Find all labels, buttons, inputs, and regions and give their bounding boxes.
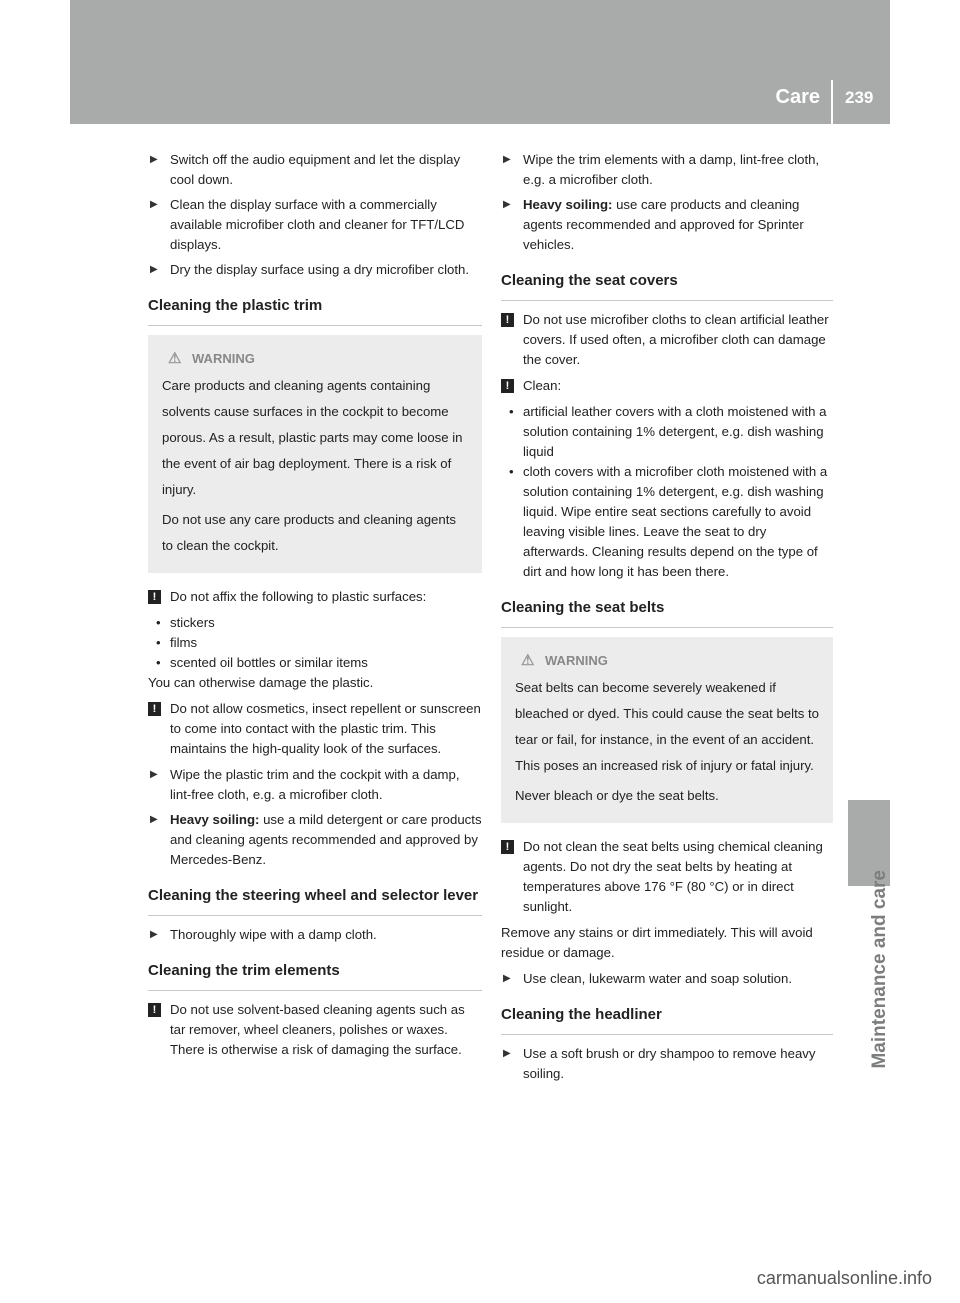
instruction-step: ▶ Wipe the trim elements with a damp, lint-free cloth, e.g. a microfiber cloth. <box>503 152 820 187</box>
warning-text: Never bleach or dye the seat belts. <box>515 788 719 803</box>
note-tail: You can otherwise damage the plastic. <box>148 675 374 690</box>
arrow-icon: ▶ <box>150 769 158 780</box>
header-band <box>70 0 890 124</box>
arrow-icon: ▶ <box>503 973 511 984</box>
watermark-link[interactable]: carmanualsonline.info <box>756 1268 932 1288</box>
exclamation-icon: ! <box>501 840 514 854</box>
warning-text: Do not use any care products and cleaning agents to clean the cockpit. <box>162 512 456 553</box>
note: ! Do not allow cosmetics, insect repellent or sunscreen to come into contact with the plastic trim. This maintains the high-quality look of the surfaces. <box>148 699 482 759</box>
instruction-step: ▶ Clean the display surface with a commercially available microfiber cloth and cleaner for TFT/LCD displays. <box>150 197 465 252</box>
arrow-icon: ▶ <box>503 1048 511 1059</box>
heading-plastic-trim: Cleaning the plastic trim <box>148 296 482 326</box>
instruction-step: ▶ Use clean, lukewarm water and soap solution. <box>501 969 833 989</box>
instruction-step: ▶ Use a soft brush or dry shampoo to remove heavy soiling. <box>503 1046 816 1081</box>
warning-box <box>148 335 482 573</box>
note: ! Do not use solvent-based cleaning agents such as tar remover, wheel cleaners, polishes or waxes. There is otherwise a risk of damaging the surface. <box>148 1000 482 1060</box>
list-item: • cloth covers with a microfiber cloth moistened with a solution containing 1% detergent, e.g. dish washing liquid. Wipe entire seat sections carefully to avoid leaving visible lines. Leave the seat to dry afterwards. Cleaning results depend on the type of dirt and how long it has been there. <box>509 464 828 579</box>
warning-title: ⚠ WARNING <box>521 652 608 669</box>
left-column <box>148 150 482 1066</box>
exclamation-icon: ! <box>501 379 514 393</box>
exclamation-icon: ! <box>148 1003 161 1017</box>
warning-text: Care products and cleaning agents containing solvents cause surfaces in the cockpit to become porous. As a result, plastic parts may come loose in the event of air bag deployment. There is a risk of injury. <box>162 378 463 497</box>
heading-seat-covers: Cleaning the seat covers <box>501 271 833 301</box>
arrow-icon: ▶ <box>150 264 158 275</box>
right-column <box>501 150 833 1089</box>
exclamation-icon: ! <box>148 590 161 604</box>
instruction-step: ▶ Heavy soiling: use a mild detergent or care products and cleaning agents recommended and approved by Mercedes-Benz. <box>150 812 482 867</box>
arrow-icon: ▶ <box>503 154 511 165</box>
list-item: • stickers <box>156 615 215 630</box>
header-divider <box>831 80 833 124</box>
heading-seat-belts: Cleaning the seat belts <box>501 598 833 628</box>
warning-title: ⚠ WARNING <box>168 350 255 367</box>
warning-triangle-icon: ⚠ <box>168 350 182 367</box>
arrow-icon: ▶ <box>150 814 158 825</box>
instruction-step: ▶ Wipe the plastic trim and the cockpit with a damp, lint-free cloth, e.g. a microfiber cloth. <box>150 767 460 802</box>
heading-trim-elements: Cleaning the trim elements <box>148 961 482 991</box>
list-item: • scented oil bottles or similar items <box>156 655 368 670</box>
instruction-step: ▶ Dry the display surface using a dry microfiber cloth. <box>148 260 482 280</box>
warning-text: Seat belts can become severely weakened if bleached or dyed. This could cause the seat belts to tear or fail, for instance, in the event of an accident. This poses an increased risk of injury or fatal injury. <box>515 680 819 773</box>
instruction-step: ▶ Heavy soiling: use care products and cleaning agents recommended and approved for Sprinter vehicles. <box>503 197 804 252</box>
exclamation-icon: ! <box>148 702 161 716</box>
note: ! Do not use microfiber cloths to clean artificial leather covers. If used often, a microfiber cloth can damage the cover. <box>501 310 833 370</box>
note: ! Do not clean the seat belts using chemical cleaning agents. Do not dry the seat belts by heating at temperatures above 176 °F (80 °C) or in direct sunlight. <box>501 837 833 917</box>
note: ! Clean: <box>501 376 833 396</box>
arrow-icon: ▶ <box>150 929 158 940</box>
note: ! Do not affix the following to plastic surfaces: <box>148 587 482 607</box>
instruction-step: ▶ Thoroughly wipe with a damp cloth. <box>148 925 482 945</box>
warning-triangle-icon: ⚠ <box>521 652 535 669</box>
list-item: • artificial leather covers with a cloth moistened with a solution containing 1% detergent, e.g. dish washing liquid <box>509 404 827 459</box>
section-title: Care <box>775 86 820 108</box>
paragraph: Remove any stains or dirt immediately. This will avoid residue or damage. <box>501 925 813 960</box>
heading-steering-wheel: Cleaning the steering wheel and selector lever <box>148 886 482 916</box>
exclamation-icon: ! <box>501 313 514 327</box>
arrow-icon: ▶ <box>150 199 158 210</box>
list-item: • films <box>156 635 198 650</box>
arrow-icon: ▶ <box>150 154 158 165</box>
side-tab-label: Maintenance and care <box>869 870 890 1069</box>
instruction-step: ▶ Switch off the audio equipment and let the display cool down. <box>150 152 461 187</box>
heading-headliner: Cleaning the headliner <box>501 1005 833 1035</box>
arrow-icon: ▶ <box>503 199 511 210</box>
warning-box <box>501 637 833 823</box>
page-number: 239 <box>845 88 874 107</box>
